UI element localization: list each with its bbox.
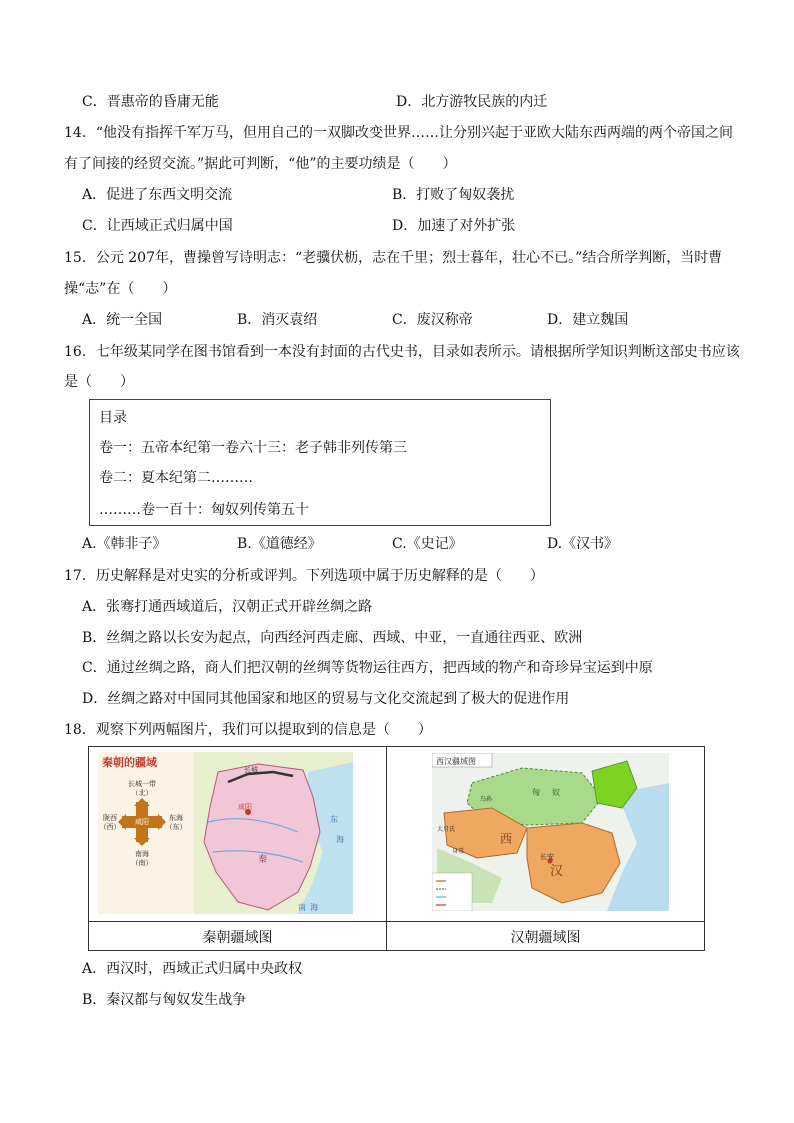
map-label: 东 [330, 815, 338, 824]
q15-stem-line2: 操“志”在（ ） [64, 281, 177, 297]
q13-option-d: D．北方游牧民族的内迁 [396, 94, 548, 110]
q16-option-a: A.《韩非子》 [82, 536, 167, 552]
q15-option-c: C．废汉称帝 [392, 312, 473, 328]
map-label: 奴 [552, 788, 560, 797]
toc-line: ………卷一百十：匈奴列传第五十 [99, 502, 309, 518]
q18-stem: 18．观察下列两幅图片，我们可以提取到的信息是（ ） [64, 722, 432, 738]
q16-option-b: B.《道德经》 [237, 536, 322, 552]
map-label: 匈 [532, 788, 540, 797]
toc-line: 卷二：夏本纪第二……… [99, 470, 253, 486]
qin-map-title: 秦朝的疆域 [102, 756, 157, 769]
map-figure-table [88, 746, 705, 951]
map-label: 身毒 [452, 848, 465, 855]
q16-option-d: D.《汉书》 [547, 536, 619, 552]
q14-option-a: A．促进了东西文明交流 [82, 187, 233, 203]
q14-option-c: C．让西域正式归属中国 [82, 218, 233, 234]
map-label: 乌孙 [480, 796, 493, 803]
map-label: 汉 [550, 864, 564, 879]
map-label: 大月氏 [437, 826, 456, 833]
q15-stem-line1: 15．公元 207年，曹操曾写诗明志：“老骥伏枥，志在千里；烈士暮年，壮心不已。”结合所学判断，当时曹 [64, 250, 723, 266]
map-label: 西 [500, 832, 513, 846]
qin-north-dir: （北） [131, 789, 153, 797]
map-label: 长城 [244, 766, 258, 774]
map-label: 海 [336, 835, 344, 844]
q14-option-d: D．加速了对外扩张 [392, 218, 516, 234]
q18-option-b: B．秦汉都与匈奴发生战争 [82, 992, 247, 1008]
q14-option-b: B．打败了匈奴袭扰 [392, 187, 515, 203]
q15-option-a: A．统一全国 [82, 312, 163, 328]
q17-option-d: D．丝绸之路对中国同其他国家和地区的贸易与文化交流起到了极大的促进作用 [82, 691, 570, 707]
q17-stem: 17．历史解释是对史实的分析或评判。下列选项中属于历史解释的是（ ） [64, 568, 544, 584]
q16-stem-line1: 16．七年级某同学在图书馆看到一本没有封面的古代史书，目录如表所示。请根据所学知识判断这部史书应该 [64, 344, 740, 360]
map-label: 长安 [540, 853, 554, 861]
map-label: 咸阳 [238, 803, 252, 811]
q14-stem-line1: 14．“他没有指挥千军万马，但用自己的一双脚改变世界……让分别兴起于亚欧大陆东西两端的两个帝国之间 [64, 125, 733, 141]
caption-han-map: 汉朝疆域图 [510, 930, 581, 946]
qin-center-label: 咸阳 [135, 818, 149, 826]
map-label: 海 [310, 903, 318, 912]
han-map-title: 西汉疆域图 [436, 757, 476, 766]
han-territory-map [432, 753, 669, 911]
toc-title: 目录 [99, 410, 127, 426]
q15-option-d: D．建立魏国 [547, 312, 629, 328]
qin-west-label: 陇西 [103, 814, 117, 822]
q15-option-b: B．消灭袁绍 [237, 312, 318, 328]
table-divider [386, 747, 387, 950]
q17-option-b: B．丝绸之路以长安为起点，向西经河西走廊、西域、中亚，一直通往西亚、欧洲 [82, 630, 583, 646]
q17-option-c: C．通过丝绸之路，商人们把汉朝的丝绸等货物运往西方，把西域的物产和奇珍异宝运到中原 [82, 660, 653, 676]
qin-north-label: 长城一带 [128, 780, 156, 788]
q16-option-c: C.《史记》 [392, 536, 463, 552]
map-label: 秦 [258, 855, 268, 865]
qin-south-dir: （南） [131, 859, 153, 867]
qin-west-dir: （西） [99, 823, 121, 831]
table-divider [89, 921, 704, 922]
q17-option-a: A．张骞打通西域道后，汉朝正式开辟丝绸之路 [82, 599, 373, 615]
caption-qin-map: 秦朝疆域图 [202, 930, 273, 946]
map-label: 南 [298, 903, 306, 912]
qin-east-dir: （东） [165, 823, 187, 831]
qin-east-label: 东海 [169, 814, 183, 822]
q18-option-a: A．西汉时，西域正式归属中央政权 [82, 961, 303, 977]
qin-territory-map [98, 752, 353, 914]
q16-stem-line2: 是（ ） [64, 374, 134, 390]
toc-line: 卷一：五帝本纪第一卷六十三：老子韩非列传第三 [99, 440, 407, 456]
q14-stem-line2: 有了间接的经贸交流。”据此可判断，“他”的主要功绩是（ ） [64, 156, 457, 172]
table-of-contents-box [89, 399, 551, 526]
qin-south-label: 南海 [135, 850, 149, 858]
q13-option-c: C．晋惠帝的昏庸无能 [82, 94, 219, 110]
